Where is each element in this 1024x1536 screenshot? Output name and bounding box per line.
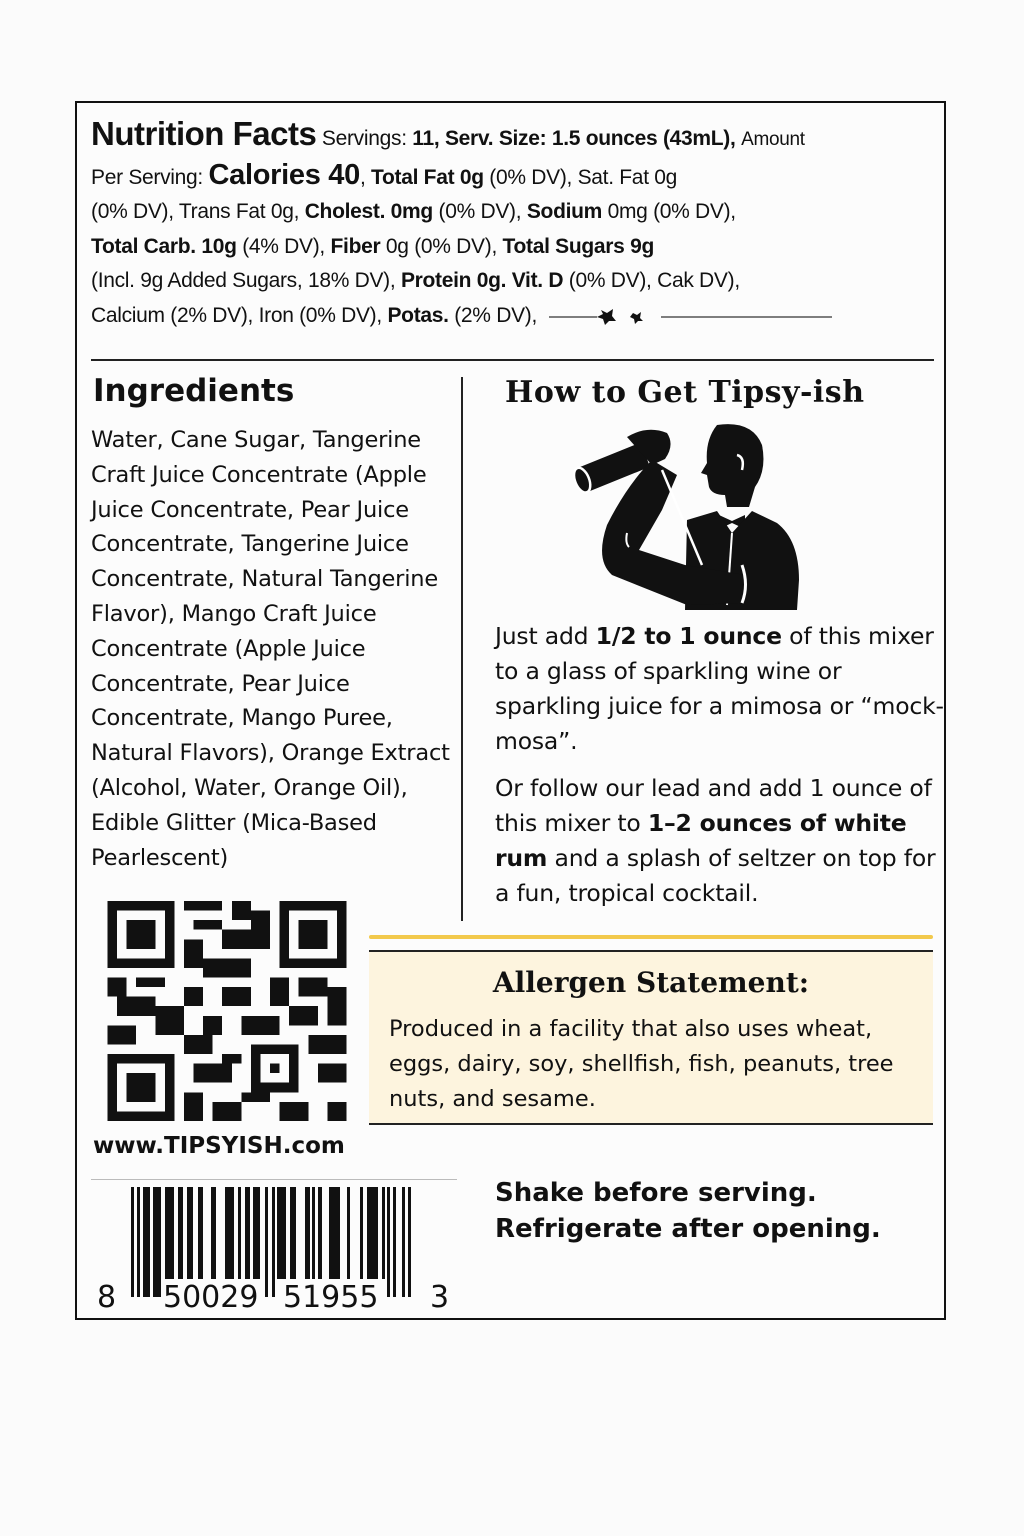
allergen-title: Allergen Statement:	[492, 966, 810, 999]
serving-size: Serv. Size: 1.5 ounces (43mL),	[444, 127, 736, 150]
column-divider	[461, 377, 463, 921]
how-to-instructions	[495, 619, 945, 923]
cholesterol-dv: (0% DV),	[438, 200, 522, 223]
total-fat: Total Fat 0g	[371, 165, 484, 189]
sodium: Sodium	[526, 200, 603, 223]
refrigerate-note: Refrigerate after opening.	[495, 1214, 881, 1244]
shake-note: Shake before serving.	[495, 1178, 817, 1208]
upc-barcode-icon	[97, 1183, 457, 1308]
total-sugars: Total Sugars 9g	[502, 234, 655, 258]
fiber: Fiber	[330, 234, 381, 258]
vitamin-d-dv: (0% DV), Cak DV),	[568, 269, 740, 292]
nutrition-title: Nutrition Facts	[91, 115, 317, 152]
total-carb: Total Carb. 10g	[91, 234, 237, 258]
qr-code-icon[interactable]	[107, 901, 347, 1121]
allergen-text: Produced in a facility that also uses wheat, eggs, dairy, soy, shellfish, fish, peanuts, tree nuts, and sesame.	[389, 1016, 894, 1112]
calories: Calories 40	[208, 158, 360, 191]
text: and a splash of seltzer on top for a fun, tropical cocktail.	[495, 844, 936, 907]
amount-highlight: 1/2 to 1 ounce	[595, 622, 782, 650]
accent-bar	[369, 935, 933, 939]
total-carb-dv: (4% DV),	[242, 234, 325, 258]
sodium-value: 0mg (0% DV),	[607, 200, 736, 223]
section-divider	[91, 359, 934, 361]
mimosa-instructions	[495, 619, 945, 759]
added-sugars: (Incl. 9g Added Sugars, 18% DV),	[91, 269, 396, 292]
servings-value: 11,	[412, 127, 440, 150]
decorative-leaf-divider-icon	[549, 306, 834, 326]
text: of this mixer to a glass of sparkling wine or sparkling juice for a mimosa or “mock-mosa”.	[495, 622, 944, 755]
calcium-iron: Calcium (2% DV), Iron (0% DV),	[91, 303, 382, 327]
bartender-shaking-cocktail-icon	[567, 415, 817, 610]
text: Just add	[495, 622, 596, 650]
storage-instructions	[495, 1175, 881, 1247]
servings-label: Servings:	[321, 127, 407, 150]
text: Or follow our lead and add 1 ounce of this mixer to	[495, 774, 932, 837]
ingredients-text: Water, Cane Sugar, Tangerine Craft Juice Concentrate (Apple Juice Concentrate, Pear Juice Concentrate, Tangerine Juice Concentrate, Natural Tangerine Flavor), Mango Craft Juice Concentrate (Apple Juice Concentrate, Pear Juice Concentrate, Mango Puree, Natural Flavors), Orange Extract (Alcohol, Water, Orange Oil), Edible Glitter (Mica-Based Pearlescent)	[91, 427, 450, 871]
barcode-digit-left: 8	[97, 1280, 117, 1308]
fiber-value: 0g (0% DV),	[385, 234, 497, 258]
vitamin-d: Vit. D	[511, 269, 564, 292]
per-serving-label: Per Serving:	[91, 165, 203, 189]
rum-highlight: 1–2 ounces of white rum	[495, 809, 907, 872]
ingredients-title: Ingredients	[93, 373, 295, 409]
website-link[interactable]: www.TIPSYISH.com	[93, 1133, 345, 1159]
barcode-digit-right: 3	[430, 1280, 450, 1308]
barcode-top-rule	[91, 1179, 457, 1180]
how-to-title: How to Get Tipsy-ish	[505, 375, 865, 410]
nutrition-facts: Nutrition Facts Servings: 11, Serv. Size: 1.5 ounces (43mL), Amount Per Serving: Calories 40, Total Fat 0g (0% DV), Sat. Fat 0g (0% DV), Trans Fat 0g, Cholest. 0mg (0% DV), Sodium 0mg (0% DV), Total Carb. 10g (4% DV), Fiber 0g (0% DV), Total Sugars 9g (Incl. 9g Added Sugars, 18% DV), Protein 0g. Vit. D (0% DV), Cak DV), Calcium (2% DV), Iron (0% DV), Potas. (2% DV),	[91, 117, 936, 333]
potassium-dv: (2% DV),	[454, 303, 538, 327]
amount-label: Amount	[741, 129, 805, 150]
barcode-group-1: 50029	[163, 1280, 259, 1308]
cholesterol: Cholest. 0mg	[304, 200, 433, 223]
product-label	[75, 101, 946, 1320]
total-fat-dv: (0% DV), Sat. Fat 0g	[489, 165, 678, 189]
allergen-box	[369, 950, 933, 1125]
cocktail-instructions	[495, 771, 945, 911]
protein: Protein 0g.	[400, 269, 507, 292]
barcode-group-2: 51955	[283, 1280, 379, 1308]
sat-fat-dv: (0% DV), Trans Fat 0g,	[91, 200, 300, 223]
potassium: Potas.	[387, 303, 449, 327]
